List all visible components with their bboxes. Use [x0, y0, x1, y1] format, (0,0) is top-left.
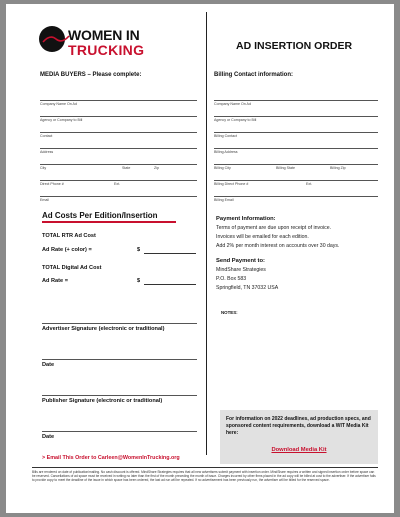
zip-label: Zip: [154, 166, 159, 170]
company-name-label: Company Name On Ad: [40, 102, 77, 106]
digital-cost-heading: TOTAL Digital Ad Cost: [42, 265, 102, 271]
billing-agency-field[interactable]: [214, 116, 378, 117]
media-kit-box: [220, 410, 378, 464]
billing-address-label: Billing Address: [214, 150, 238, 154]
billing-state-label: Billing State: [276, 166, 295, 170]
billing-company-label: Company Name On Ad: [214, 102, 251, 106]
media-buyers-heading: MEDIA BUYERS – Please complete:: [40, 72, 142, 78]
billing-city-state-zip-field[interactable]: [214, 164, 378, 165]
email-order-link[interactable]: > Email This Order to Carleen@WomenInTrucking.org: [42, 455, 180, 461]
logo-text-women-in: WOMEN IN: [68, 27, 140, 43]
billing-contact-label: Billing Contact: [214, 134, 237, 138]
send-payment-heading: Send Payment to:: [216, 258, 265, 264]
publisher-signature-field[interactable]: [42, 395, 197, 396]
media-kit-text: For information on 2022 deadlines, ad production specs, and sponsored content requirements, download a WIT Media Kit here:: [226, 416, 371, 436]
billing-ext-label: Ext.: [306, 182, 313, 186]
phone-label: Direct Phone #: [40, 182, 64, 186]
billing-address-field[interactable]: [214, 148, 378, 149]
city-label: City: [40, 166, 47, 170]
ext-label: Ext.: [114, 182, 121, 186]
billing-company-field[interactable]: [214, 100, 378, 101]
company-name-field[interactable]: [40, 100, 197, 101]
address-label: Address: [40, 150, 54, 154]
billing-agency-label: Agency or Company to Bill: [214, 118, 257, 122]
billing-email-label: Billing Email: [214, 198, 234, 202]
publisher-date-field[interactable]: [42, 431, 197, 432]
fine-print: Bills are rendered on date of publication/mailing. No cash discount is offered. MindShare Strategies requires that all new advertisers submit payment with insertion order. MindShare requires a written and signed insertion order before space can be reserved. Cancellations of ad space must be received in writing no later than the first of the month preceding the month of issue. Charges incurred by other firms placed in the ad copy will be billed at cost to the advertiser. If the advertiser fails to provide copy to meet the deadline of the issue in which space has been ordered, the last ad run will be repeated. If no advertisement has been previously run, the advertiser will be billed for the reserved space.: [32, 470, 376, 482]
notes-label: NOTES:: [221, 310, 238, 315]
address-field[interactable]: [40, 148, 197, 149]
billing-email-field[interactable]: [214, 196, 378, 197]
payment-line: Terms of payment are due upon receipt of invoice.: [216, 225, 332, 231]
billing-contact-heading: Billing Contact information:: [214, 72, 293, 78]
billing-contact-field[interactable]: [214, 132, 378, 133]
publisher-date-label: Date: [42, 434, 55, 440]
logo-text-trucking: TRUCKING: [68, 42, 145, 58]
advertiser-date-label: Date: [42, 362, 55, 368]
billing-city-label: Billing City: [214, 166, 231, 170]
advertiser-signature-field[interactable]: [42, 323, 197, 324]
phone-field[interactable]: [40, 180, 197, 181]
ad-costs-rule: [42, 221, 176, 223]
billing-phone-label: Billing Direct Phone #: [214, 182, 249, 186]
advertiser-signature-label: Advertiser Signature (electronic or traditional): [42, 326, 165, 332]
logo-swoosh-icon: [42, 34, 70, 44]
rtr-rate-label: Ad Rate (+ color) =: [42, 247, 92, 253]
payment-address-line: P.O. Box 583: [216, 276, 247, 282]
payment-line: Add 2% per month interest on accounts over 30 days.: [216, 243, 340, 249]
payment-address-line: MindShare Strategies: [216, 267, 266, 273]
email-label: Email: [40, 198, 49, 202]
agency-label: Agency or Company to Bill: [40, 118, 83, 122]
advertiser-date-field[interactable]: [42, 359, 197, 360]
rtr-dollar-sign: $: [137, 247, 141, 253]
page-title: AD INSERTION ORDER: [236, 40, 353, 52]
payment-line: Invoices will be emailed for each edition.: [216, 234, 309, 240]
publisher-signature-label: Publisher Signature (electronic or traditional): [42, 398, 163, 404]
digital-dollar-sign: $: [137, 278, 141, 284]
agency-field[interactable]: [40, 116, 197, 117]
column-divider: [206, 12, 207, 455]
digital-rate-field[interactable]: [144, 284, 196, 285]
state-label: State: [122, 166, 131, 170]
billing-zip-label: Billing Zip: [330, 166, 346, 170]
rtr-rate-field[interactable]: [144, 253, 196, 254]
billing-phone-field[interactable]: [214, 180, 378, 181]
rtr-cost-heading: TOTAL RTR Ad Cost: [42, 233, 96, 239]
order-page: [6, 4, 394, 513]
email-field[interactable]: [40, 196, 197, 197]
contact-field[interactable]: [40, 132, 197, 133]
payment-address-line: Springfield, TN 37032 USA: [216, 285, 279, 291]
download-media-kit-link[interactable]: Download Media Kit: [271, 447, 327, 453]
city-state-zip-field[interactable]: [40, 164, 197, 165]
footer-divider: [32, 467, 378, 468]
ad-costs-heading: Ad Costs Per Edition/Insertion: [42, 211, 158, 220]
contact-label: Contact: [40, 134, 53, 138]
digital-rate-label: Ad Rate =: [42, 278, 68, 284]
payment-heading: Payment Information:: [216, 216, 276, 222]
